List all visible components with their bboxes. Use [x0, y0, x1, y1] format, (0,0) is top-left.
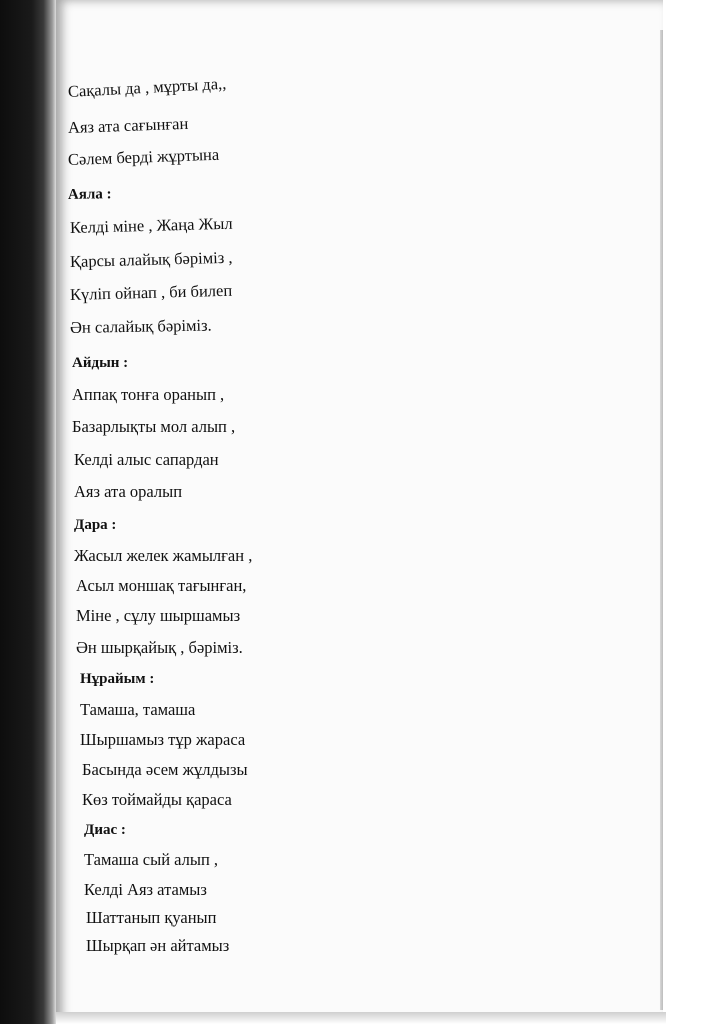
verse-line: Тамаша, тамаша: [80, 700, 196, 719]
speaker-name: Нұрайым :: [80, 671, 155, 687]
verse-line: Көз тоймайды қараса: [82, 790, 232, 809]
speaker-name: Айдын :: [72, 355, 129, 371]
background-margin: [663, 0, 724, 1024]
verse-line: Келді Аяз атамыз: [84, 880, 207, 899]
verse-line: Сәлем берді жұртына: [67, 144, 220, 169]
verse-line: Күліп ойнап , би билеп: [69, 280, 233, 304]
verse-line: Шыршамыз тұр жараса: [80, 730, 246, 749]
verse-line: Аяз ата сағынған: [67, 113, 189, 137]
verse-line: Басында әсем жұлдызы: [82, 760, 248, 779]
verse-line: Келді алыс сапардан: [74, 450, 219, 469]
verse-line: Аяз ата оралып: [74, 482, 183, 501]
verse-line: Базарлықты мол алып ,: [72, 417, 236, 436]
verse-line: Міне , сұлу шыршамыз: [76, 606, 241, 625]
speaker-name: Аяла :: [67, 186, 112, 203]
book-spine-shadow: [0, 0, 58, 1024]
verse-line: Шырқап ән айтамыз: [86, 936, 230, 955]
speaker-name: Диас :: [84, 822, 126, 838]
verse-line: Ән шырқайық , бәріміз.: [76, 638, 243, 657]
verse-line: Тамаша сый алып ,: [84, 850, 219, 869]
verse-line: Ән салайық бәріміз.: [69, 315, 212, 337]
verse-line: Аппақ тонға оранып ,: [72, 385, 225, 404]
verse-line: Шаттанып қуанып: [86, 908, 217, 927]
verse-line: Келді міне , Жаңа Жыл: [69, 213, 233, 237]
speaker-name: Дара :: [74, 517, 117, 533]
verse-line: Асыл моншақ тағынған,: [76, 576, 247, 595]
verse-line: Сақалы да , мұрты да,,: [67, 73, 227, 101]
paper-bottom-edge: [56, 1012, 666, 1024]
verse-line: Қарсы алайық бәріміз ,: [69, 247, 233, 271]
verse-line: Жасыл желек жамылған ,: [74, 546, 253, 565]
